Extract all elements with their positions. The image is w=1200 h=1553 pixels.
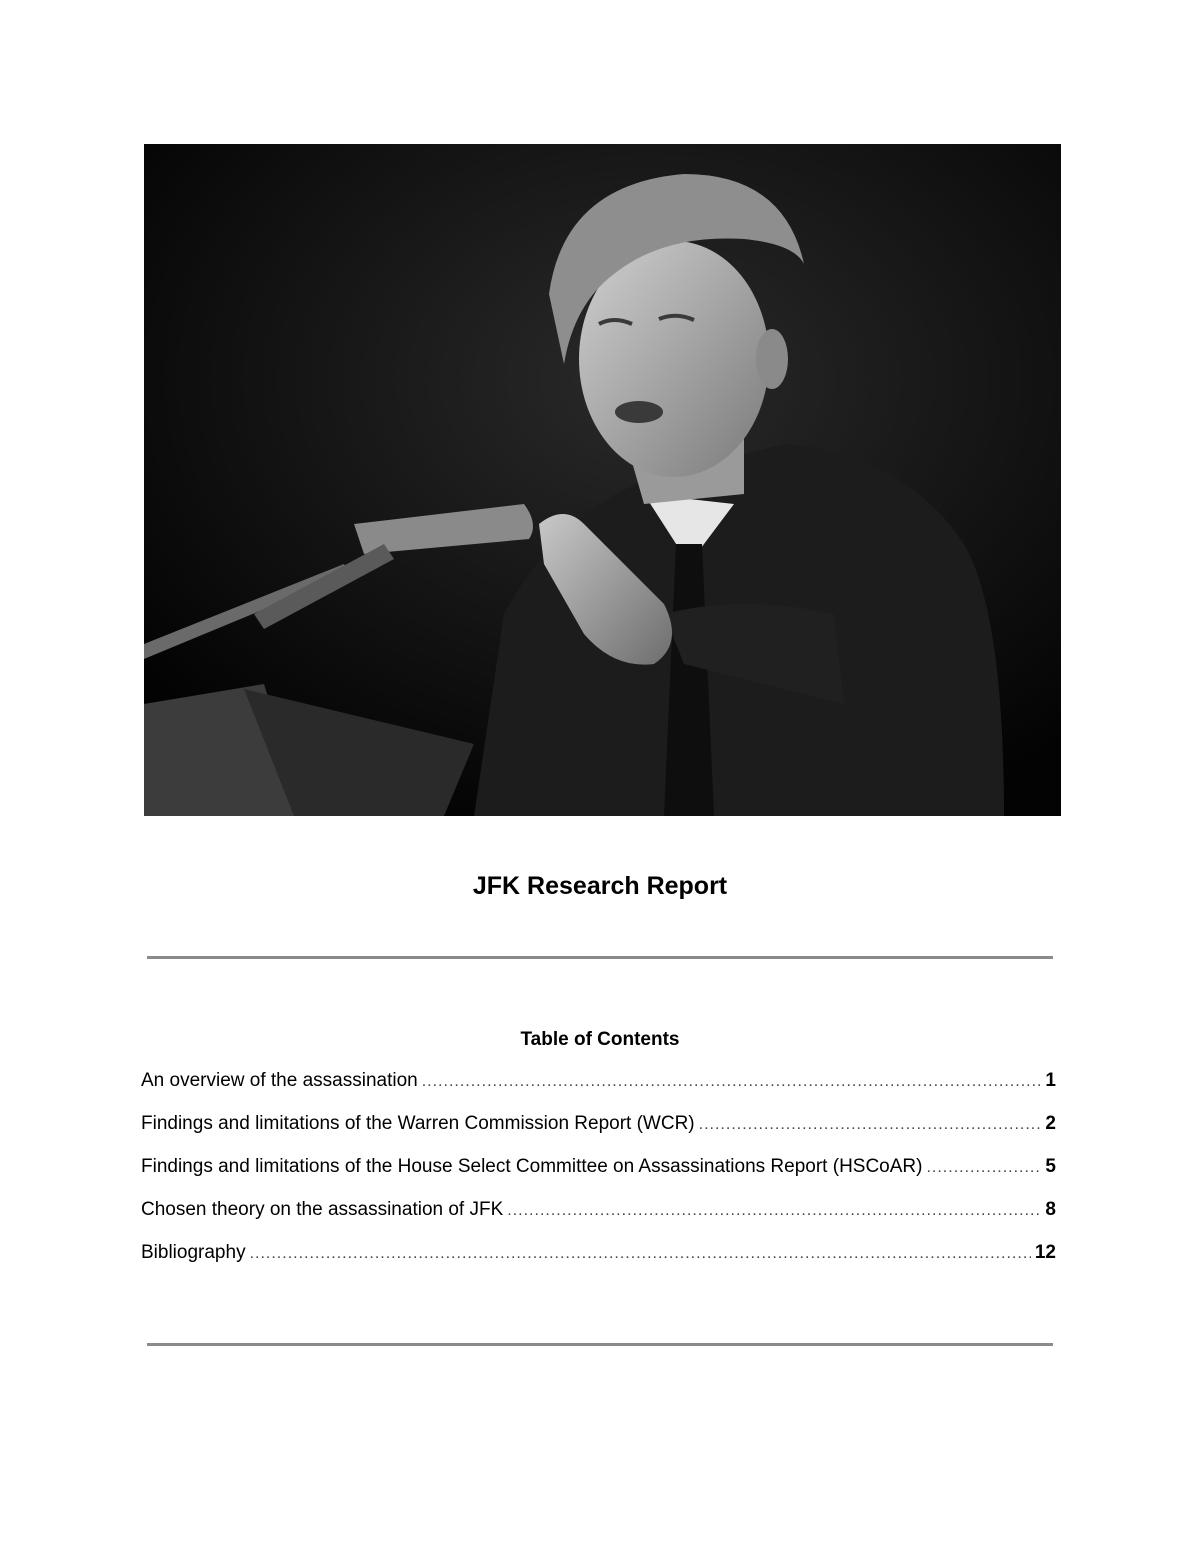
dot-leader <box>699 1111 1042 1139</box>
divider-top <box>147 956 1053 959</box>
toc-entry-page: 8 <box>1045 1199 1056 1220</box>
toc-entry-house-select-committee[interactable] <box>141 1153 1056 1196</box>
toc-entry-label: Findings and limitations of the House Select Committee on Assassinations Report (HSCoAR) <box>141 1156 923 1177</box>
toc-entry-page: 12 <box>1034 1242 1056 1263</box>
dot-leader <box>250 1240 1031 1268</box>
toc-entry-chosen-theory[interactable] <box>141 1196 1056 1239</box>
toc-entry-overview[interactable] <box>141 1067 1056 1110</box>
toc-heading: Table of Contents <box>520 1029 680 1050</box>
toc-entry-label: Bibliography <box>141 1242 246 1263</box>
toc-entry-label: Findings and limitations of the Warren Commission Report (WCR) <box>141 1113 695 1134</box>
toc-entry-page: 5 <box>1045 1156 1056 1177</box>
toc-entry-bibliography[interactable] <box>141 1239 1056 1282</box>
toc-entry-label: Chosen theory on the assassination of JFK <box>141 1199 504 1220</box>
toc-entry-warren-commission[interactable] <box>141 1110 1056 1153</box>
speaker-at-podium-photo-icon <box>144 144 1061 816</box>
report-title: JFK Research Report <box>472 872 728 900</box>
toc-entry-page: 2 <box>1045 1113 1056 1134</box>
dot-leader <box>507 1197 1041 1225</box>
dot-leader <box>422 1068 1042 1096</box>
toc-entry-label: An overview of the assassination <box>141 1070 418 1091</box>
cover-photo <box>144 144 1061 816</box>
divider-bottom <box>147 1343 1053 1346</box>
dot-leader <box>926 1154 1041 1182</box>
table-of-contents <box>141 1067 1056 1282</box>
toc-entry-page: 1 <box>1045 1070 1056 1091</box>
